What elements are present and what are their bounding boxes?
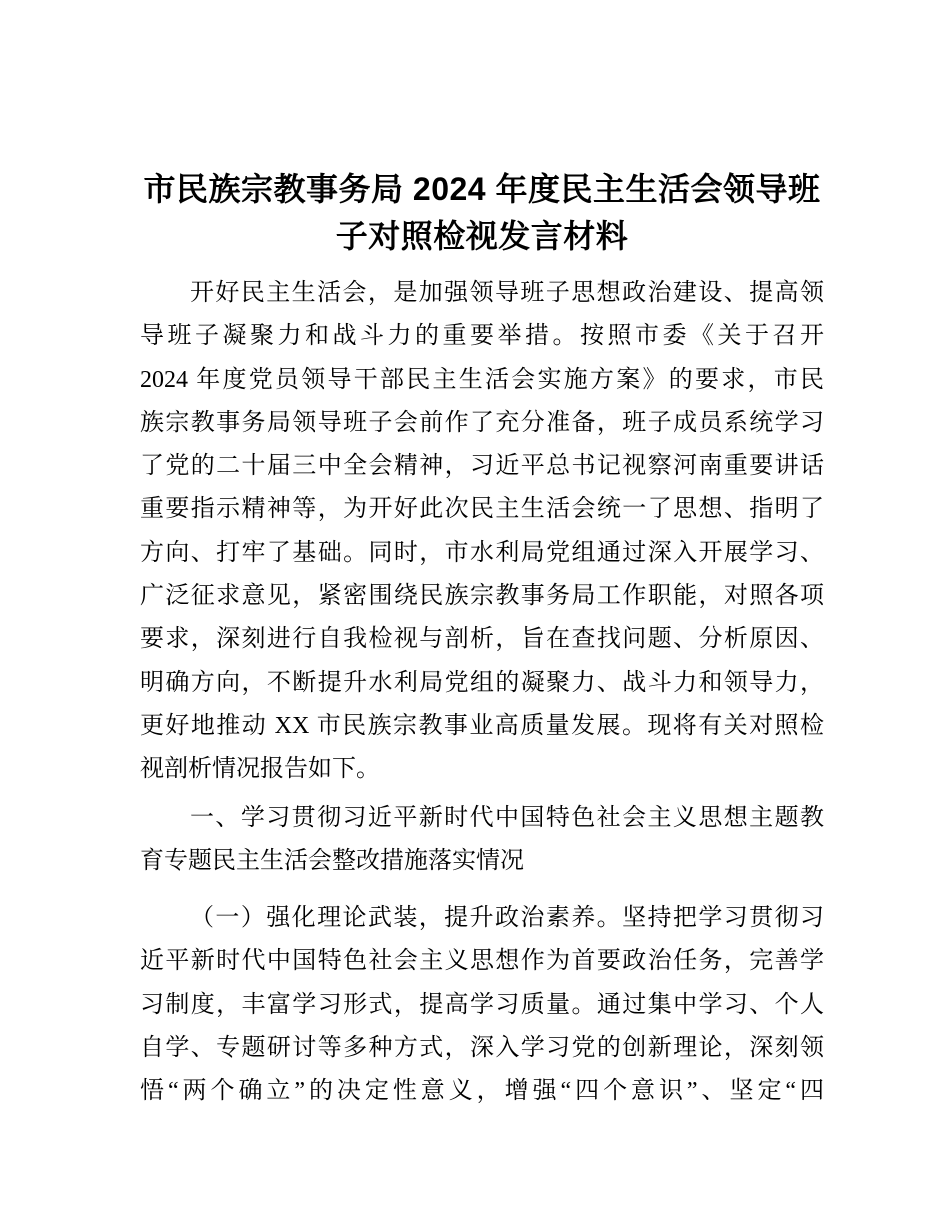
body-paragraph xyxy=(140,897,824,1113)
document-body xyxy=(140,272,824,1114)
text-line: 一、学习贯彻习近平新时代中国特色社会主义思想主题教 xyxy=(190,804,824,831)
text-line: 要求，深刻进行自我检视与剖析，旨在查找问题、分析原因、 xyxy=(140,626,824,653)
text-line: 方向、打牢了基础。同时，市水利局党组通过深入开展学习、 xyxy=(140,539,824,566)
text-line: 明确方向，不断提升水利局党组的凝聚力、战斗力和领导力， xyxy=(140,669,824,696)
text-line: 更好地推动 XX 市民族宗教事业高质量发展。现将有关对照检 xyxy=(140,712,824,739)
section-heading xyxy=(140,797,824,884)
text-line: 广泛征求意见，紧密围绕民族宗教事务局工作职能，对照各项 xyxy=(140,583,824,610)
text-line: 近平新时代中国特色社会主义思想作为首要政治任务，完善学 xyxy=(140,948,824,975)
text-line: 导班子凝聚力和战斗力的重要举措。按照市委《关于召开 xyxy=(140,323,824,350)
text-line: 育专题民主生活会整改措施落实情况 xyxy=(140,847,524,874)
text-line: 了党的二十届三中全会精神，习近平总书记视察河南重要讲话 xyxy=(140,453,824,480)
text-line: 重要指示精神等，为开好此次民主生活会统一了思想、指明了 xyxy=(140,496,824,523)
text-line: 自学、专题研讨等多种方式，深入学习党的创新理论，深刻领 xyxy=(140,1035,824,1062)
text-line: 视剖析情况报告如下。 xyxy=(140,756,380,783)
text-line: （一）强化理论武装，提升政治素养。坚持把学习贯彻习 xyxy=(190,905,824,932)
document-title-line: 市民族宗教事务局 2024 年度民主生活会领导班 xyxy=(143,171,821,207)
text-line: 习制度，丰富学习形式，提高学习质量。通过集中学习、个人 xyxy=(140,991,824,1018)
document-title-line: 子对照检视发言材料 xyxy=(335,218,629,254)
text-line: 悟“两个确立”的决定性意义，增强“四个意识”、坚定“四 xyxy=(140,1078,824,1105)
text-line: 2024 年度党员领导干部民主生活会实施方案》的要求，市民 xyxy=(140,366,824,393)
text-line: 族宗教事务局领导班子会前作了充分准备，班子成员系统学习 xyxy=(140,409,824,436)
document-title xyxy=(140,166,824,260)
body-paragraph xyxy=(140,272,824,792)
document-content xyxy=(140,166,824,1114)
text-line: 开好民主生活会，是加强领导班子思想政治建设、提高领 xyxy=(190,280,824,306)
